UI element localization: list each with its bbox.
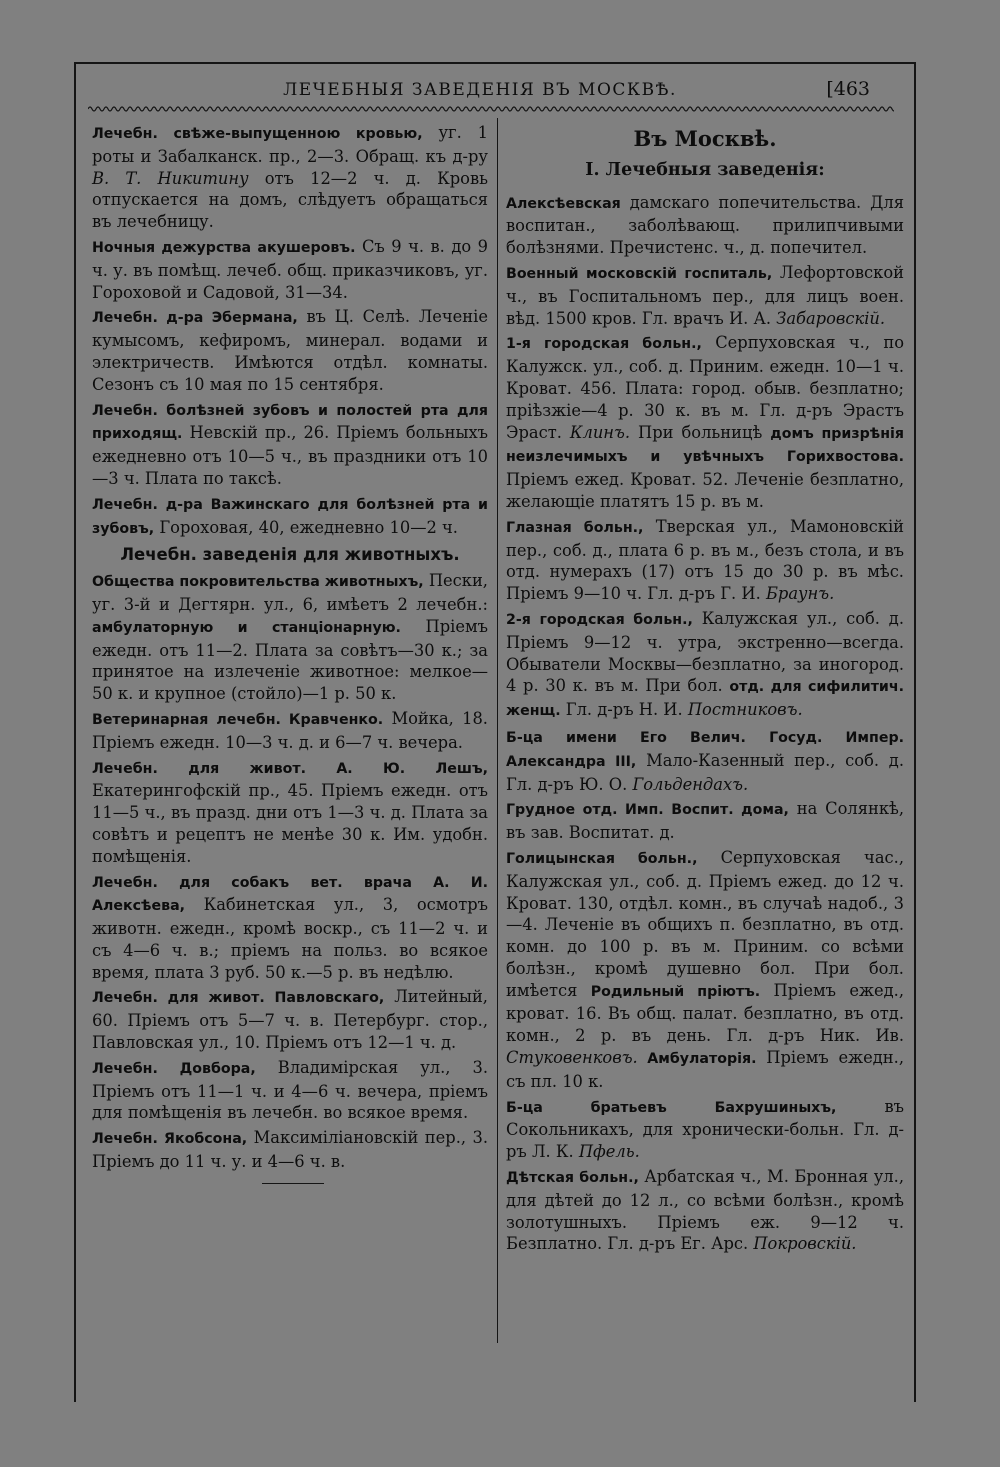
entry-heading: Б-ца братьевъ Бахрушиныхъ, [506, 1099, 837, 1116]
entry-heading: Глазная больн., [506, 519, 644, 536]
entry-text: Невскій пр., 26. Пріемъ больныхъ ежедневно отъ 10—5 ч., въ праздники отъ 10—3 ч. Плата по таксѣ. [92, 423, 488, 488]
entry-heading: Лечебн. д-ра Важинскаго для болѣзней рта и зубовъ, [92, 496, 488, 537]
entry [92, 399, 488, 490]
entry-name: В. Т. Никитину [92, 168, 249, 188]
entry-name: Пфель. [578, 1142, 640, 1162]
entry-heading: Лечебн. Довбора, [92, 1060, 256, 1077]
column-divider [497, 118, 498, 1343]
entry-name: Клинъ. [569, 422, 631, 442]
section-subtitle: I. Лечебныя заведенія: [585, 159, 825, 180]
entry-heading: Лечебн. д-ра Эбермана, [92, 310, 298, 327]
wavy-rule [88, 104, 894, 114]
entry [92, 708, 488, 754]
entry [92, 986, 488, 1053]
entry [506, 332, 904, 512]
entry [92, 1127, 488, 1173]
entry-text: Пріемъ ежедн. отъ 11—2. Плата за совѣтъ—30 к.; за принятое на излеченіе животное: мелкое—50 к. и крупное (стойло)—1 р. 50 к. [92, 616, 488, 704]
entry-text: отъ 12—2 ч. д. Кровь отпускается на домъ, слѣдуетъ обращаться въ лечебницу. [92, 168, 488, 232]
entry-text: При больницѣ [630, 422, 771, 442]
entry [92, 757, 488, 868]
entry-heading: Алексѣевская [506, 195, 621, 212]
entry-heading: Лечебн. Якобсона, [92, 1131, 248, 1148]
entry-text: Лефортовской ч., въ Госпитальномъ пер., для лицъ воен. вѣд. 1500 кров. Гл. врачъ И. А. [506, 262, 904, 328]
entry-heading: Ветеринарная лечебн. Кравченко. [92, 711, 384, 728]
entry-text: Арбатская ч., М. Бронная ул., для дѣтей до 12 л., со всѣми болѣзн., кромѣ золотушныхъ. Пріемъ еж. 9—12 ч. Безплатно. Гл. д-ръ Ег. Арс. [506, 1167, 905, 1254]
entry [506, 608, 904, 723]
entry-text: Кабинетская ул., 3, осмотръ животн. ежедн., кромѣ воскр., съ 11—2 ч. и съ 4—6 ч. в.; пріемъ на польз. во всякое время, плата 3 руб. 50 к.—5 р. въ недѣлю. [92, 895, 488, 982]
entry-text: Тверская ул., Мамоновскій пер., соб. д., плата 6 р. въ м., безъ стола, и въ отд. нумерахъ (17) отъ 15 до 30 р. въ мѣс. Пріемъ 9—10 ч. Гл. д-ръ Г. И. [506, 516, 905, 604]
entry-text: въ Ц. Селѣ. Леченіе кумысомъ, кефиромъ, минерал. водами и электричеств. Имѣются отдѣл. комнаты. Сезонъ съ 10 мая по 15 сентября. [92, 307, 489, 394]
entry-heading: 2-я городская больн., [506, 611, 693, 628]
entry-text: Пріемъ ежедн., съ пл. 10 к. [506, 1048, 904, 1091]
entry-heading: Грудное отд. Имп. Воспит. дома, [506, 802, 789, 819]
entry-heading: Лечебн. болѣзней зубовъ и полостей рта для приходящ. [92, 402, 488, 443]
entry-text: въ Сокольникахъ, для хронически-больн. Гл. д-ръ Л. К. [506, 1096, 904, 1162]
entry [92, 306, 488, 395]
entry [92, 871, 488, 984]
entry-text: Серпуховская ч., по Калужск. ул., соб. д. Приним. ежедн. 10—1 ч. Кроват. 456. Плата: город. обыв. безплатно; пріѣзжіе—4 р. 30 к. въ м. Гл. д-ръ Эрастъ Эраст. [506, 333, 904, 442]
entry-name: Покровскій. [753, 1234, 857, 1254]
entry-heading: 1-я городская больн., [506, 336, 702, 353]
entry-text: Мало-Казенный пер., соб. д. Гл. д-ръ Ю. О. [506, 750, 904, 794]
entry-heading: Общества покровительства животныхъ, [92, 574, 424, 591]
entry-heading: амбулаторную и станціонарную. [92, 619, 401, 636]
entry-heading: Лечебн. для живот. А. Ю. Лешъ, [92, 760, 488, 777]
entry-heading: Лечебн. для живот. Павловскаго, [92, 990, 385, 1007]
page-number: [463 [826, 78, 870, 100]
entry-heading: Ночныя дежурства акушеровъ. [92, 239, 356, 256]
entry-text: Екатерингофскій пр., 45. Пріемъ ежедн. отъ 11—5 ч., въ празд. дни отъ 1—3 ч. д. Плата за совѣтъ и рецептъ не менѣе 30 к. Им. удобн. помѣщенія. [92, 781, 488, 866]
entry-text: Съ 9 ч. в. до 9 ч. у. въ помѣщ. лечеб. общ. приказчиковъ, уг. Гороховой и Садовой, 31—34. [92, 236, 489, 302]
entry [92, 122, 488, 233]
entry-text: Калужская ул., соб. д. Пріемъ 9—12 ч. утра, экстренно—всегда. Обыватели Москвы—безплатно, за иногород. 4 р. 30 к. въ м. При бол. [506, 608, 904, 696]
entry-name: Браунъ. [765, 584, 835, 604]
entry [92, 570, 488, 705]
section-title: Въ Москвѣ. [633, 126, 777, 151]
header-title: ЛЕЧЕБНЫЯ ЗАВЕДЕНІЯ ВЪ МОСКВѢ. [283, 80, 677, 100]
entry-heading: Военный московскій госпиталь, [506, 265, 773, 282]
entry-heading: Лечебн. для собакъ вет. врача А. И. Алексѣева, [92, 874, 488, 915]
entry-text: Максиміліановскій пер., 3. Пріемъ до 11 ч. у. и 4—6 ч. в. [92, 1128, 488, 1172]
entry [92, 493, 488, 541]
entry-name: Постниковъ. [687, 700, 803, 720]
entry [506, 516, 904, 605]
entry-heading: Б-ца имени Его Велич. Госуд. Импер. Александра III, [506, 729, 904, 770]
entry [92, 236, 488, 303]
entry-text: Пески, уг. 3-й и Дегтярн. ул., 6, имѣетъ 2 лечебн.: [92, 571, 488, 614]
right-column [506, 122, 904, 1258]
entry-text: Владимірская ул., 3. Пріемъ отъ 11—1 ч. и 4—6 ч. вечера, пріемъ для помѣщенія въ лечебн. во всякое время. [92, 1057, 488, 1123]
entry-text: Пріемъ ежед., кроват. 16. Въ общ. палат. безплатно, въ отд. комн., 2 р. въ день. Гл. д-ръ Ник. Ив. [506, 980, 904, 1046]
entry-heading: отд. для сифилитич. женщ. [506, 679, 904, 720]
left-column [92, 122, 488, 1184]
entry-text: Пріемъ ежед. Кроват. 52. Леченіе безплатно, желающіе платятъ 15 р. въ м. [506, 470, 904, 511]
entry-text: дамскаго попечительства. Для воспитан., заболѣвающ. прилипчивыми болѣзнями. Пречистенс. ч., д. попечител. [506, 192, 904, 258]
end-rule [262, 1183, 324, 1184]
entry-text: Мойка, 18. Пріемъ ежедн. 10—3 ч. д. и 6—7 ч. вечера. [92, 708, 488, 752]
entry-heading: Голицынская больн., [506, 850, 698, 867]
animals-heading: Лечебн. заведенія для животныхъ. [120, 545, 460, 565]
entry [92, 1057, 488, 1124]
entry-text: Гл. д-ръ Н. И. [560, 700, 688, 720]
entry-text: уг. 1 роты и Забалканск. пр., 2—3. Обращ. къ д-ру [92, 123, 488, 166]
entry-text: Гороховая, 40, ежедневно 10—2 ч. [154, 517, 458, 537]
entry-text: Литейный, 60. Пріемъ отъ 5—7 ч. в. Петербург. стор., Павловская ул., 10. Пріемъ отъ 12—1 ч. д. [92, 987, 488, 1053]
entry-name: Гольдендахъ. [632, 774, 749, 794]
entry [506, 726, 904, 795]
entry-heading: домъ призрѣнія неизлечимыхъ и увѣчныхъ Горихвостова. [506, 425, 904, 466]
entry-heading: Лечебн. свѣже-выпущенною кровью, [92, 126, 423, 142]
entry [506, 192, 904, 259]
entry [506, 1096, 904, 1163]
entry [506, 798, 904, 844]
entry [506, 847, 904, 1093]
entry-text: Серпуховская час., Калужская ул., соб. д. Пріемъ ежед. до 12 ч. Кроват. 130, отдѣл. комн., въ случаѣ надоб., 3—4. Леченіе въ общихъ п. безплатно, въ отд. комн. до 100 р. въ м. Приним. со всѣми болѣзн., кромѣ душевно бол. При бол. имѣется [506, 847, 904, 1000]
entry-name: Стуковенковъ. [506, 1048, 638, 1068]
entry-name: Забаровскій. [776, 308, 886, 328]
entry-heading: Родильный пріютъ. [590, 983, 761, 1000]
entry [506, 262, 904, 329]
entry-heading: Дѣтская больн., [506, 1170, 639, 1187]
entry-text: на Солянкѣ, въ зав. Воспитат. д. [506, 799, 905, 843]
entry [506, 1166, 904, 1255]
entry-heading: Амбулаторія. [637, 1051, 757, 1068]
